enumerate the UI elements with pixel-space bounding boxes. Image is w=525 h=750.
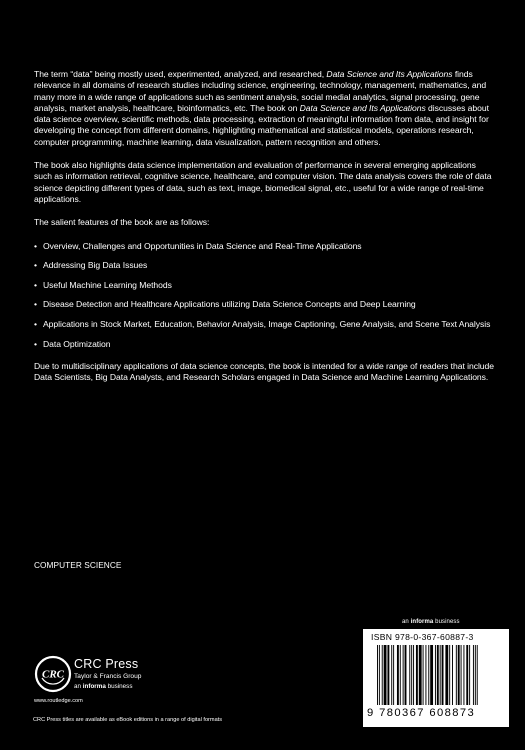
svg-text:CRC: CRC bbox=[41, 668, 65, 681]
publisher-informa-tag: an informa business bbox=[74, 683, 133, 690]
crc-press-logo bbox=[33, 654, 73, 694]
informa-business-tag: an informa business bbox=[402, 619, 460, 625]
subject-category: COMPUTER SCIENCE bbox=[34, 560, 122, 570]
audience-paragraph: Due to multidisciplinary applications of data science concepts, the book is intended for a wide range of readers that include Data Scientists, Big Data Analysts, and Research Scholars engaged in Data Science and Machine Learning Applications. bbox=[34, 360, 494, 383]
isbn-barcode bbox=[363, 629, 509, 727]
ebook-note: CRC Press titles are available as eBook editions in a range of digital formats bbox=[33, 717, 223, 723]
back-cover-text bbox=[34, 69, 494, 395]
feature-item: • Addressing Big Data Issues bbox=[34, 260, 148, 271]
feature-item: • Data Optimization bbox=[34, 338, 111, 349]
publisher-group: Taylor & Francis Group bbox=[74, 673, 142, 680]
publisher-website[interactable]: www.routledge.com bbox=[34, 698, 83, 704]
barcode-icon bbox=[377, 645, 497, 707]
isbn-number: ISBN 978-0-367-60887-3 bbox=[371, 632, 474, 642]
bullet-icon: • bbox=[34, 260, 37, 271]
book-title-ref-1: Data Science and Its Applications bbox=[326, 69, 453, 79]
barcode-digits: 9 780367 608873 bbox=[367, 707, 476, 719]
feature-item: • Disease Detection and Healthcare Applications utilizing Data Science Concepts and Deep Learning bbox=[34, 299, 416, 310]
features-list bbox=[34, 241, 494, 350]
bullet-icon: • bbox=[34, 279, 37, 290]
intro-text-1: The term “data” being mostly used, experimented, analyzed, and researched, bbox=[34, 69, 327, 79]
intro-text-3: discusses about data science overview, scientific methods, data processing, extraction of meaningful information from data, and insight for developing the concept from different domains, highlighting mathematical and statistical models, operations research, computer programming, machine learning, data visualization, pattern recognition and others. bbox=[34, 102, 489, 147]
highlights-paragraph: The book also highlights data science implementation and evaluation of performance in several emerging applications such as information retrieval, cognitive science, healthcare, and computer vision. The data analysis covers the role of data science depicting different types of data, such as text, image, biomedical signal, etc., useful for a wide range of real-time applications. bbox=[34, 160, 492, 204]
bullet-icon: • bbox=[34, 318, 37, 329]
feature-item: • Useful Machine Learning Methods bbox=[34, 279, 172, 290]
publisher-name: CRC Press bbox=[74, 657, 139, 671]
features-intro: The salient features of the book are as follows: bbox=[34, 217, 210, 228]
bullet-icon: • bbox=[34, 338, 37, 349]
intro-paragraph bbox=[34, 69, 494, 148]
intro-text-2: finds relevance in all domains of research studies including science, engineering, technology, management, mathematics, and many more in a wide range of applications such as sentiment analysis, social medial analytics, signal processing, gene analysis, market analysis, healthcare, bioinformatics, etc. The book on bbox=[34, 69, 487, 113]
feature-item: • Applications in Stock Market, Education, Behavior Analysis, Image Captioning, Gene Analysis, and Scene Text Analysis bbox=[34, 318, 491, 329]
bullet-icon: • bbox=[34, 240, 37, 251]
bullet-icon: • bbox=[34, 299, 37, 310]
feature-item: • Overview, Challenges and Opportunities in Data Science and Real-Time Applications bbox=[34, 240, 362, 251]
book-title-ref-2: Data Science and Its Applications bbox=[299, 102, 426, 113]
